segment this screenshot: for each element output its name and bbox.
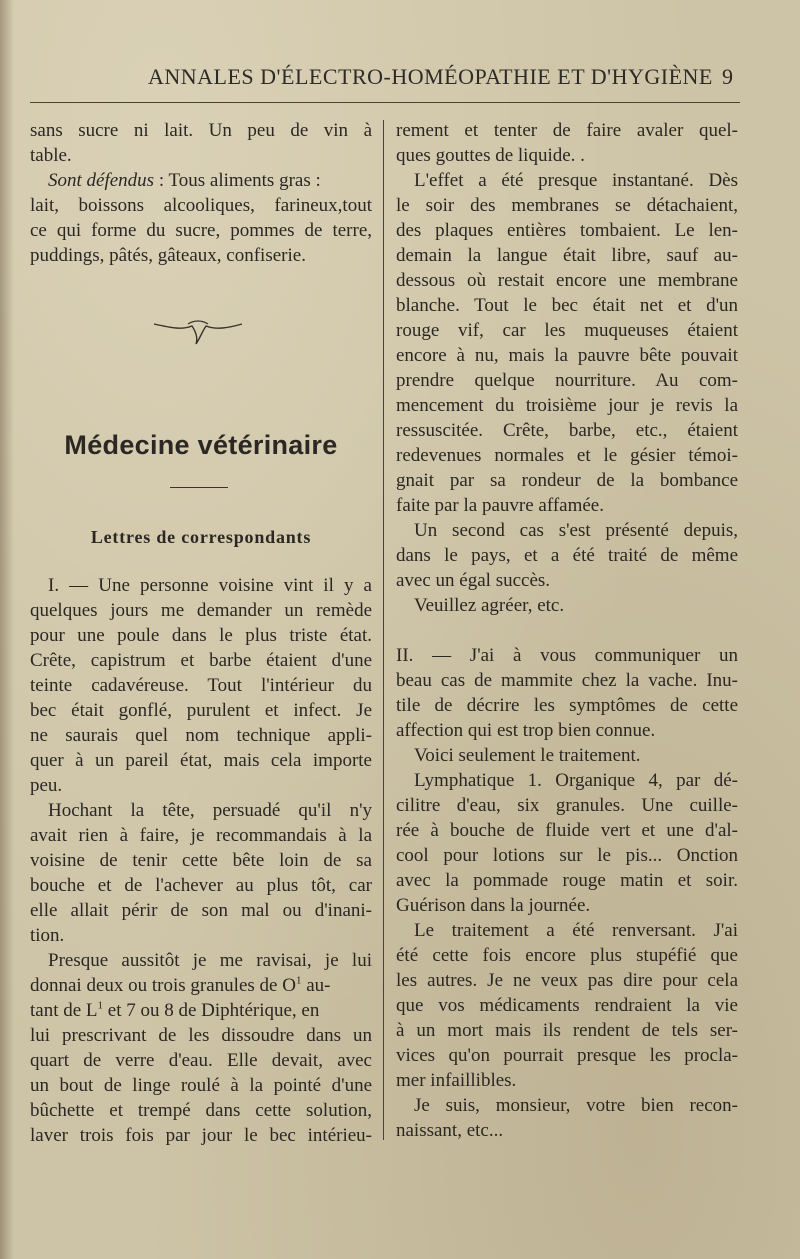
running-title: ANNALES D'ÉLECTRO-HOMÉOPATHIE ET D'HYGIÈNE: [148, 64, 713, 89]
text-line: avec un égal succès.: [396, 570, 551, 591]
superscript: 1: [97, 999, 104, 1012]
text-line: sans sucre ni lait. Un peu de vin à: [30, 120, 372, 141]
text-line: rement et tenter de faire avaler quel-: [396, 120, 738, 141]
text-line: quelques jours me demander un remède: [30, 600, 372, 621]
text-line: voisine de tenir cette bête loin de sa: [30, 850, 372, 871]
section-title: Médecine vétérinaire: [64, 430, 338, 460]
text-line: encore à nu, mais la pauvre bête pouvait: [396, 345, 738, 366]
text-line: dessous où restait encore une membrane: [396, 270, 738, 291]
text-line: cilitre d'eau, six granules. Une cuille-: [396, 795, 738, 816]
text-line: ressuscitée. Crête, barbe, etc., étaient: [396, 420, 738, 441]
text-fragment: tant de L: [30, 1000, 98, 1021]
text-line: tile de décrire les symptômes de cette: [396, 695, 738, 716]
text-line: teinte cadavéreuse. Tout l'intérieur du: [30, 675, 372, 696]
text-line: Je suis, monsieur, votre bien recon-: [414, 1095, 738, 1116]
superscript: 1: [295, 974, 302, 987]
text-line: II. — J'ai à vous communiquer un: [396, 645, 738, 666]
text-line: lui prescrivant de les dissoudre dans un: [30, 1025, 372, 1046]
running-head: [0, 64, 800, 94]
blank-line: [396, 618, 738, 643]
text-line: quer à un pareil état, mais cela importe: [30, 750, 372, 771]
text-fragment: au-: [301, 975, 331, 996]
text-line: Voici seulement le traitement.: [414, 745, 641, 766]
text-line: bûchette et trempé dans cette solution,: [30, 1100, 372, 1121]
text-line: I. — Une personne voisine vint il y a: [48, 575, 372, 596]
text-line: [30, 973, 372, 998]
text-line: que vos médicaments rendraient la vie: [396, 995, 738, 1016]
text-line: gnait par sa rondeur de la bombance: [396, 470, 738, 491]
text-line: prendre quelque nourriture. Au com-: [396, 370, 738, 391]
text-line: peu.: [30, 775, 63, 796]
left-column-body: [30, 573, 372, 1148]
text-line: beau cas de mammite chez la vache. Inu-: [396, 670, 738, 691]
text-line: rouge vif, car les muqueuses étaient: [396, 320, 738, 341]
text-line: quart de verre d'eau. Elle devait, avec: [30, 1050, 372, 1071]
right-column: [396, 118, 738, 1143]
text-line: Crête, capistrum et barbe étaient d'une: [30, 650, 372, 671]
text-line: pour une poule dans le plus triste état.: [30, 625, 372, 646]
text-fragment: : Tous aliments gras :: [154, 170, 321, 191]
text-line: Veuillez agréer, etc.: [414, 595, 565, 616]
text-line: rée à bouche de fluide vert et une d'al-: [396, 820, 738, 841]
text-line: table.: [30, 145, 72, 166]
text-line: ne saurais quel nom technique appli-: [30, 725, 372, 746]
text-fragment: donnai deux ou trois granules de O: [30, 975, 296, 996]
text-line: été cette fois encore plus stupéfié que: [396, 945, 738, 966]
page-edge-shadow: [0, 0, 14, 1259]
text-line: Guérison dans la journée.: [396, 895, 591, 916]
text-line: avec la pommade rouge matin et soir.: [396, 870, 738, 891]
text-line: vices qu'on pourrait presque les procla-: [396, 1045, 738, 1066]
text-line: laver trois fois par jour le bec intérieu-: [30, 1125, 372, 1146]
text-line: mer infaillibles.: [396, 1070, 517, 1091]
fleuron-ornament: [152, 318, 244, 346]
header-rule: [30, 102, 740, 104]
text-line: cool pour lotions sur le pis... Onction: [396, 845, 738, 866]
text-line: Lymphatique 1. Organique 4, par dé-: [414, 770, 738, 791]
text-line: ce qui forme du sucre, pommes de terre,: [30, 220, 372, 241]
text-line: Hochant la tête, persuadé qu'il n'y: [48, 800, 372, 821]
text-line: affection qui est trop bien connue.: [396, 720, 656, 741]
text-line: Un second cas s'est présenté depuis,: [414, 520, 738, 541]
text-line: bouche et de l'achever au plus tôt, car: [30, 875, 372, 896]
text-line: un bout de linge roulé à la pointé d'une: [30, 1075, 372, 1096]
text-line: bec était gonflé, purulent et infect. Je: [30, 700, 372, 721]
text-fragment: et 7 ou 8 de Diphtérique, en: [103, 1000, 320, 1021]
text-line: des plaques entières tombaient. Le len-: [396, 220, 738, 241]
text-line: faite par la pauvre affamée.: [396, 495, 604, 516]
italic-lead: Sont défendus: [48, 170, 155, 191]
text-line: mencement du troisième jour je revis la: [396, 395, 738, 416]
left-column: [30, 118, 372, 268]
text-line: redevenues normales et le gésier témoi-: [396, 445, 738, 466]
text-line: blanche. Tout le bec était net et d'un: [396, 295, 738, 316]
text-line: Le traitement a été renversant. J'ai: [414, 920, 738, 941]
text-line: [30, 168, 372, 193]
text-line: L'effet a été presque instantané. Dès: [414, 170, 738, 191]
text-line: demain la langue était libre, sauf au-: [396, 245, 738, 266]
text-line: Presque aussitôt je me ravisai, je lui: [48, 950, 372, 971]
text-line: [30, 998, 372, 1023]
text-line: les autres. Je ne veux pas dire pour cela: [396, 970, 738, 991]
text-line: tion.: [30, 925, 65, 946]
text-line: lait, boissons alcooliques, farineux,tout: [30, 195, 372, 216]
text-line: le soir des membranes se détachaient,: [396, 195, 738, 216]
section-rule: [170, 487, 228, 488]
subsection-title: Lettres de correspondants: [90, 527, 312, 547]
text-line: naissant, etc...: [396, 1120, 504, 1141]
text-line: à un mort mais ils rendent de tels ser-: [396, 1020, 738, 1041]
page-number: 9: [722, 64, 733, 89]
column-divider: [383, 120, 384, 1140]
text-line: avait rien à faire, je recommandais à la: [30, 825, 372, 846]
text-line: elle allait périr de son mal ou d'inani-: [30, 900, 372, 921]
text-line: puddings, pâtés, gâteaux, confiserie.: [30, 245, 306, 266]
text-line: dans le pays, et a été traité de même: [396, 545, 738, 566]
text-line: ques gouttes de liquide. .: [396, 145, 585, 166]
